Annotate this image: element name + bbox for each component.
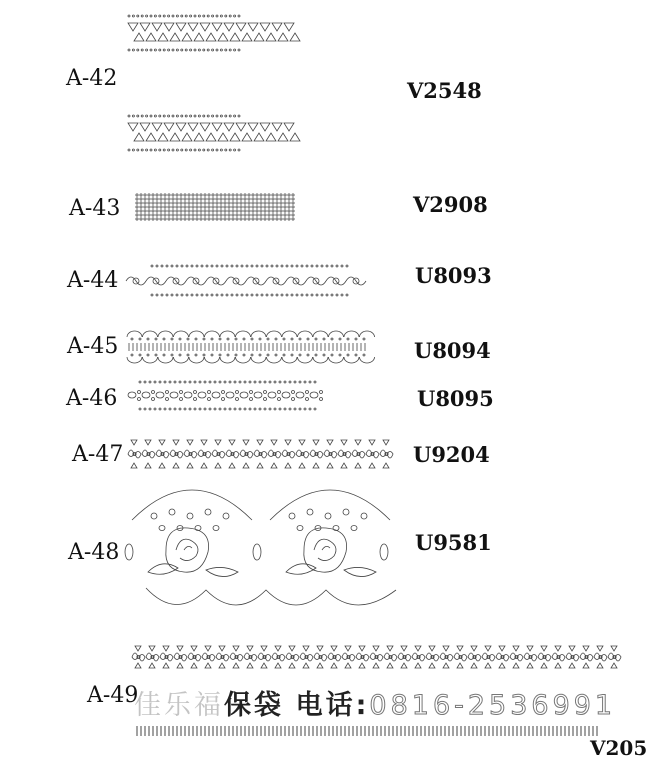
label-a45: A-45: [67, 334, 119, 359]
label-a44: A-44: [67, 268, 119, 293]
phone-label: 电话:: [295, 690, 370, 721]
label-a42: A-42: [66, 66, 118, 91]
brand-name: 佳乐福: [134, 690, 224, 721]
eyelet-lace-pattern: [126, 379, 328, 413]
code-u8095: U8095: [417, 386, 494, 411]
contact-watermark: [134, 683, 616, 722]
triangle-pattern-top: [126, 12, 298, 54]
scallop-lace-pattern: [124, 329, 374, 365]
label-a46: A-46: [66, 386, 118, 411]
triangle-pattern-bottom: [126, 112, 298, 154]
dot-grid-pattern: [134, 192, 300, 222]
label-a47: A-47: [72, 442, 124, 467]
code-v2548: V2548: [407, 78, 482, 103]
code-u9581: U9581: [415, 530, 492, 555]
label-a49: A-49: [87, 683, 139, 708]
label-a48: A-48: [68, 540, 120, 565]
phone-number: 0816-2536991: [369, 690, 617, 721]
code-u8094: U8094: [414, 338, 491, 363]
label-a43: A-43: [69, 196, 121, 221]
code-u8093: U8093: [415, 263, 492, 288]
teardrop-lace-pattern: [124, 436, 394, 472]
tick-strip: [136, 726, 606, 738]
code-v205: V205: [590, 736, 648, 760]
scroll-lace-pattern: [122, 263, 378, 299]
code-v2908: V2908: [413, 192, 488, 217]
teardrop-lace-pattern-wide: [128, 642, 630, 672]
rose-lace-pattern: [124, 490, 400, 614]
product-name: 保袋: [224, 690, 284, 721]
code-u9204: U9204: [413, 442, 490, 467]
